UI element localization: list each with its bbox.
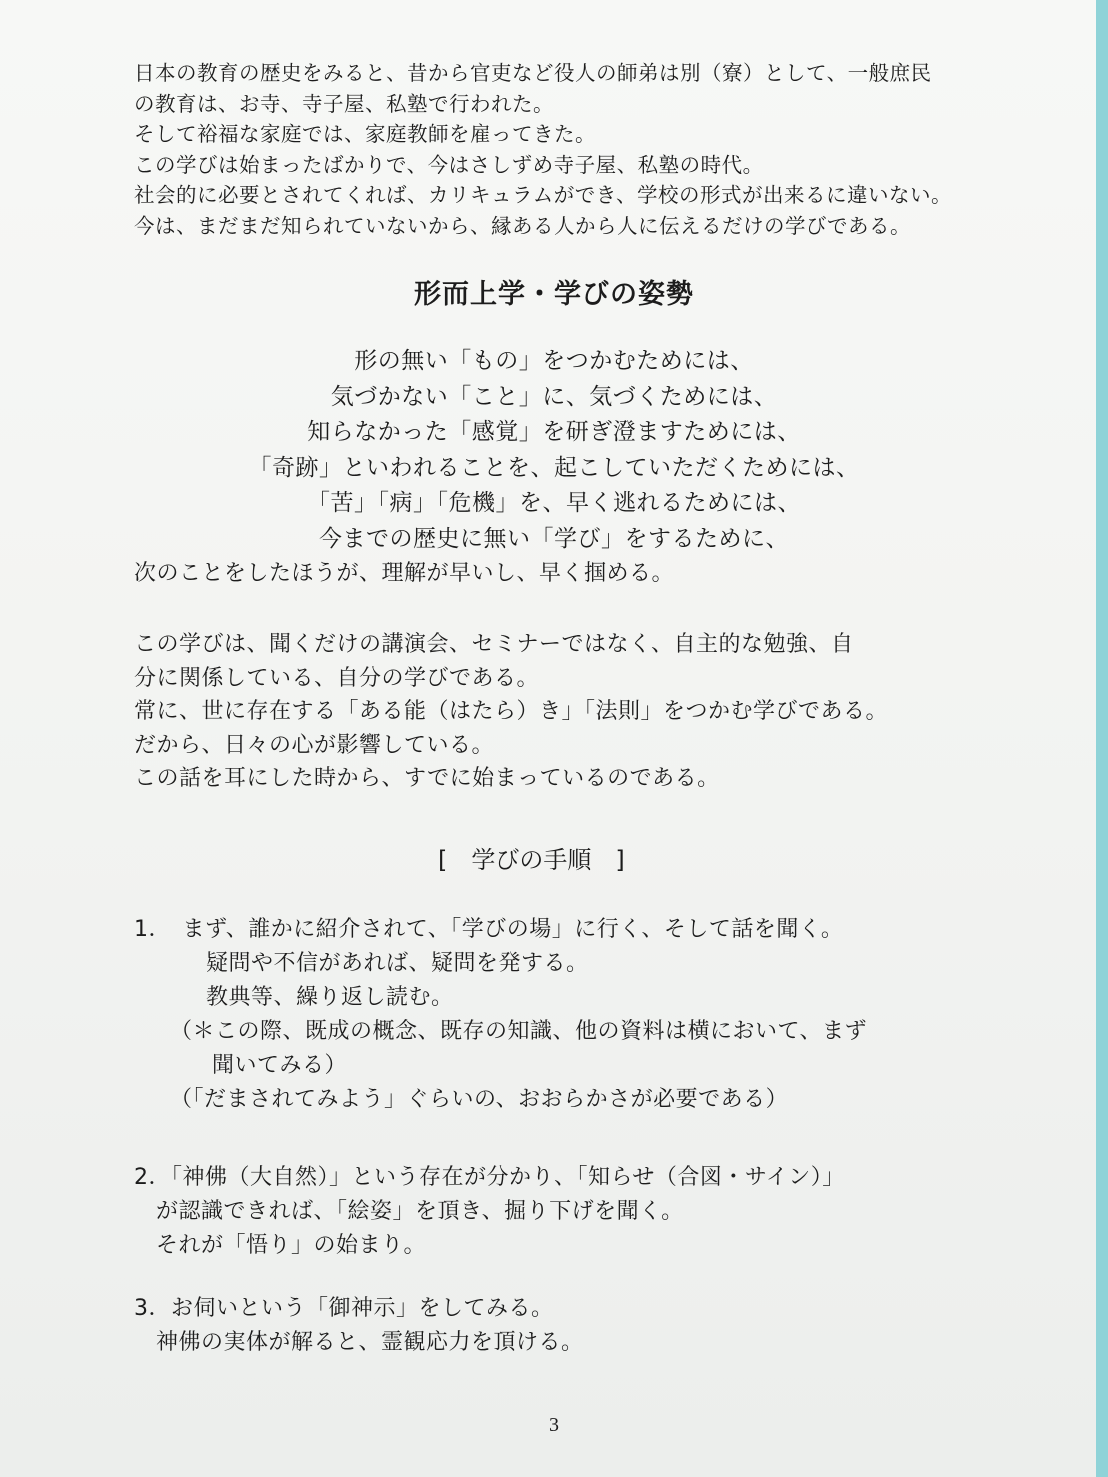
step-1 <box>134 913 1014 1117</box>
intro-paragraph <box>134 58 1014 241</box>
poem-conclusion <box>134 558 1014 591</box>
poem-line: 今までの歴史に無い「学び」をするために、 <box>319 525 789 552</box>
poem-conclusion-line: 次のことをしたほうが、理解が早いし、早く掴める。 <box>134 561 675 586</box>
poem-line: 知らなかった「感覚」を研ぎ澄ますためには、 <box>307 419 801 445</box>
body-paragraph <box>134 628 1014 796</box>
section-heading: 形而上学・学びの姿勢 <box>414 279 694 310</box>
body-line: 常に、世に存在する「ある能（はたら）き」「法則」をつかむ学びである。 <box>134 699 889 724</box>
poem-line: 気づかない「こと」に、気づくためには、 <box>330 383 778 410</box>
body-line: この話を耳にした時から、すでに始まっているのである。 <box>134 766 720 791</box>
step-1-main: 1． まず、誰かに紹介されて、「学びの場」に行く、そして話を聞く。 <box>134 917 844 942</box>
step-2 <box>134 1161 1014 1263</box>
poem-block <box>0 344 1108 557</box>
step-2-line: 2．「神佛（大自然）」という存在が分かり、「知らせ（合図・サイン）」 <box>134 1165 845 1190</box>
poem-line: 「奇跡」といわれることを、起こしていただくためには、 <box>248 454 860 481</box>
step-1-sub: 疑問や不信があれば、疑問を発する。 <box>206 951 589 976</box>
step-3 <box>134 1292 1014 1360</box>
intro-line: 日本の教育の歴史をみると、昔から官吏など役人の師弟は別（寮）として、一般庶民 <box>134 61 932 85</box>
page-number: 3 <box>549 1414 559 1436</box>
intro-line: 社会的に必要とされてくれば、カリキュラムができ、学校の形式が出来るに違いない。 <box>134 183 952 207</box>
body-line: だから、日々の心が影響している。 <box>134 732 495 758</box>
step-3-line: 3．お伺いという「御神示」をしてみる。 <box>134 1296 554 1321</box>
steps-heading: [ 学びの手順 ] <box>438 846 625 874</box>
poem-line: 「苦」「病」「危機」を、早く逃れるためには、 <box>307 490 801 516</box>
intro-line: この学びは始まったばかりで、今はさしずめ寺子屋、私塾の時代。 <box>134 152 764 177</box>
step-3-line: 神佛の実体が解ると、霊観応力を頂ける。 <box>156 1330 584 1355</box>
step-2-line: それが「悟り」の始まり。 <box>156 1233 427 1258</box>
step-1-sub: 教典等、繰り返し読む。 <box>206 985 454 1010</box>
body-line: 分に関係している、自分の学びである。 <box>134 665 540 691</box>
intro-line: 今は、まだまだ知られていないから、縁ある人から人に伝えるだけの学びである。 <box>134 213 911 238</box>
step-1-note: （「だまされてみよう」ぐらいの、おおらかさが必要である） <box>170 1087 789 1112</box>
intro-line: の教育は、お寺、寺子屋、私塾で行われた。 <box>134 91 554 116</box>
body-line: この学びは、聞くだけの講演会、セミナーではなく、自主的な勉強、自 <box>134 632 854 657</box>
step-2-line: が認識できれば、「絵姿」を頂き、掘り下げを聞く。 <box>156 1199 684 1224</box>
step-1-note: （＊この際、既成の概念、既存の知識、他の資料は横において、まず <box>170 1019 868 1044</box>
step-1-note: 聞いてみる） <box>212 1053 348 1078</box>
intro-line: そして裕福な家庭では、家庭教師を雇ってきた。 <box>134 122 596 146</box>
poem-line: 形の無い「もの」をつかむためには、 <box>354 348 754 374</box>
